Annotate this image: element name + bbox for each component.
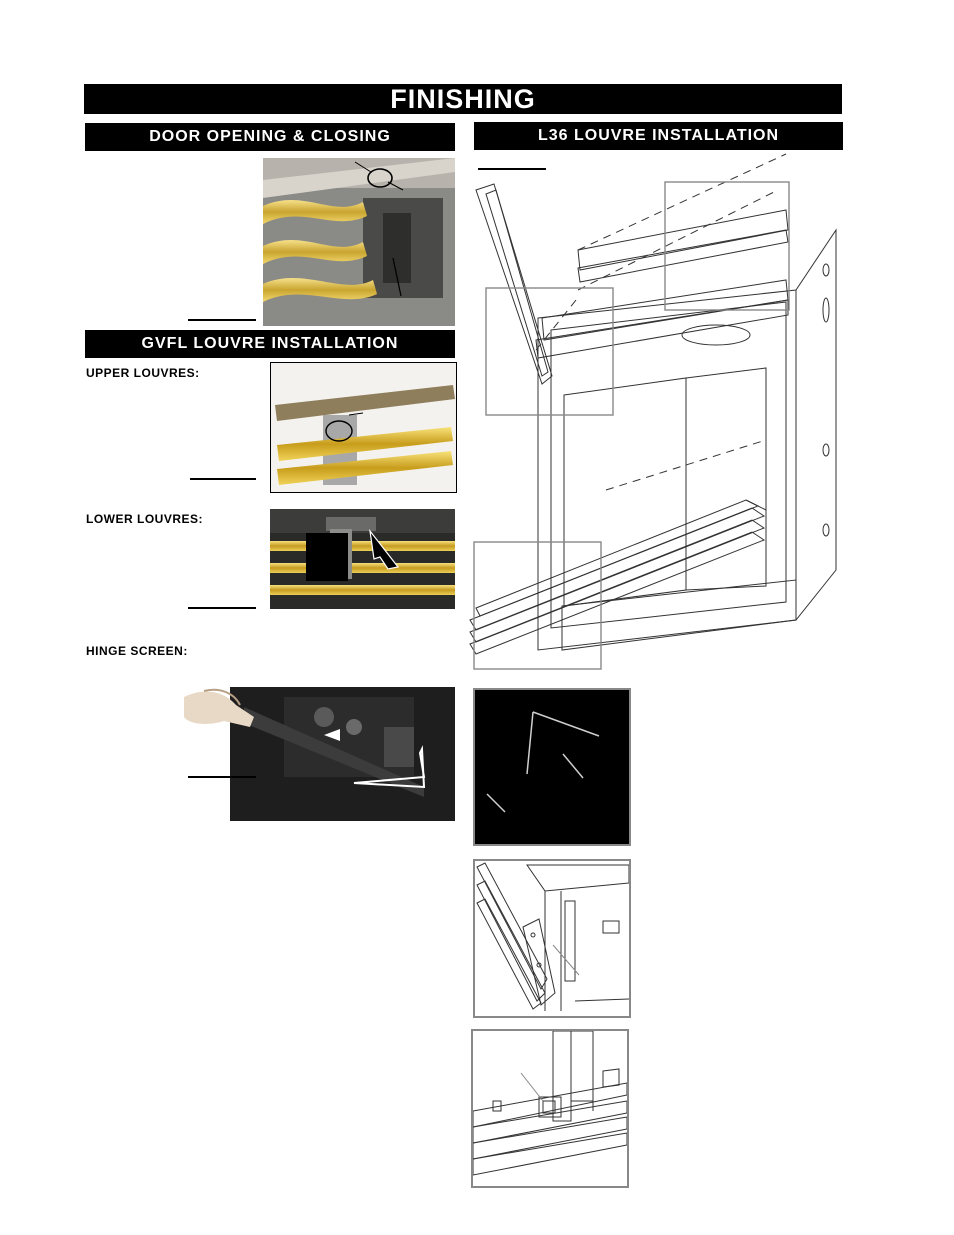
lower-louvres-photo xyxy=(270,509,455,609)
upper-louvres-callout-line xyxy=(190,478,256,480)
l36-callout-line xyxy=(478,168,546,170)
hinge-screen-photo xyxy=(184,687,455,821)
lower-louvres-callout-line xyxy=(188,607,256,609)
door-photo-callout-line xyxy=(188,319,256,321)
hinge-screen-label: HINGE SCREEN: xyxy=(86,644,188,658)
l36-detail-1 xyxy=(473,688,631,846)
page-title: FINISHING xyxy=(84,84,842,114)
lower-louvres-label: LOWER LOUVRES: xyxy=(86,512,203,526)
upper-louvres-label: UPPER LOUVRES: xyxy=(86,366,200,380)
section-header-gvfl: GVFL LOUVRE INSTALLATION xyxy=(85,330,455,358)
section-header-door: DOOR OPENING & CLOSING xyxy=(85,123,455,151)
l36-exploded-diagram xyxy=(466,150,850,672)
l36-detail-2 xyxy=(473,859,631,1018)
door-photo xyxy=(263,158,455,326)
hinge-screen-callout-line xyxy=(188,776,256,778)
upper-louvres-photo xyxy=(270,362,457,493)
l36-detail-3 xyxy=(471,1029,629,1188)
section-header-l36: L36 LOUVRE INSTALLATION xyxy=(474,122,843,150)
